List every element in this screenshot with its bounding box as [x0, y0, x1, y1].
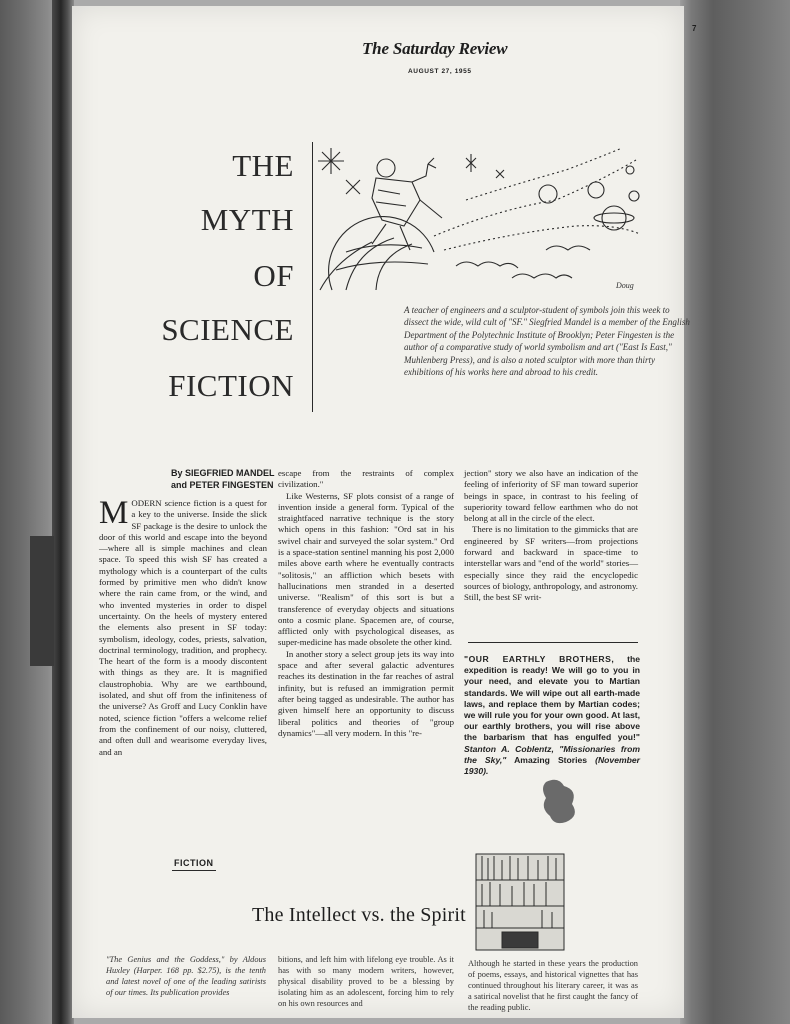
article-paragraph: In another story a select group jets its way into space and after several galactic adventures reaches its destination in the far reaches of astral infinity, but is refused an immigration permit after being tagged as undesirable. The author has given himself here an opportunity to discuss liberal politics and theories of "group dynamics"—all very modern. In this "re- [278, 648, 454, 738]
title-line-5: FICTION [168, 368, 294, 403]
intro-paragraph: A teacher of engineers and a sculptor-student of symbols join this week to dissect the wide, wild cult of "SF." Siegfried Mandel is a member of the English Department of the Polytechnic Institute of Brooklyn; Peter Fingesten is the author of a comparative study of world symbolism and art ("East Is East," Muhlenberg Press), and is also a noted sculptor with more than thirty exhibitions of his works here and abroad to his credit. [404, 305, 690, 378]
masthead: The Saturday Review [362, 39, 508, 58]
scan-right-edge [680, 0, 790, 1024]
pull-quote-date: (November 1930). [464, 754, 640, 777]
pull-quote-rule [468, 642, 638, 643]
review-column-2: bitions, and left him with lifelong eye trouble. As it has with so many modern writers, however, physical disability proved to be a blessing by isolating him as an adolescent, forcing him to rely on his own resources and [278, 955, 454, 1008]
magazine-page [72, 6, 697, 1018]
section-label-underline [172, 870, 216, 871]
title-line-1: THE [232, 148, 294, 183]
title-line-4: SCIENCE [161, 312, 294, 347]
article-paragraph: There is no limitation to the gimmicks that are engineered by SF writers—from projections forward and backward in space-time to interstellar wars and "end of the world" stories—especially since they raid the encyclopedic sources of biology, anthropology, and astronomy. Still, the best SF writ- [464, 524, 638, 603]
article-column-1-text: ODERN science fiction is a quest for a key to the universe. Inside the slick SF package is the desire to unlock the door of this world and escape into the beyond—where all is simple machines and clean space. To speed this wish SF has created a mythology which is a counterpart of the cults formed by primitive men who didn't know where the rain came from, or the wind, and who invented mysteries in order to dispel uncertainty. On the heels of mystery entered the elements also present in SF today: symbolism, ideology, codes, priests, salvation, doctrinal terminology, tradition, and prophecy. The heart of the form is a moody discontent with things as they are. It is magnified claustrophobia. Why are we earthbound, isolated, and shut off from the infiniteness of the universe? As Groff and Lucy Conklin have noted, science fiction "offers a welcome relief from the confinement of our noisy, cluttered, and often dull and wearisome everyday lives, and an [99, 498, 267, 757]
article-column-1 [99, 495, 267, 758]
byline-line-2: and PETER FINGESTEN [171, 479, 274, 490]
page-number: 7 [692, 24, 697, 33]
review-title: The Intellect vs. the Spirit [252, 904, 466, 926]
issue-date: AUGUST 27, 1955 [408, 68, 472, 75]
pull-quote [464, 654, 640, 777]
article-paragraph: jection" story we also have an indication of the feeling of inferiority of SF man toward superior beings in space, in contrast to his feeling of superiority toward fellow earthmen who do not belong at all in the circle of the elect. [464, 468, 638, 524]
article-column-3 [464, 468, 638, 604]
binding-spine [52, 0, 74, 1024]
article-paragraph: Like Westerns, SF plots consist of a range of invention inside a general form. Typical of the straightfaced narrative technique is the story which opens in this fashion: "Ord sat in his swivel chair and surveyed the solar system." Ord is a space-station sentinel manning his post 2,000 miles above earth where he eventually contracts "solitosis," an affliction which besets with hallucinations men stranded in a deserted universe. "Realism" of this sort is but a transference of everyday objects and situations onto a cosmic plane. Spacemen are, of course, afflicted only with psychological diseases, as super-medicine has made obsolete the other kind. [278, 490, 454, 648]
pull-quote-source: Amazing Stories [506, 754, 596, 765]
pull-quote-text: the expedition is ready! We will go to you in your need, and elevate you to Martian standards. We will wipe out all earth-made laws, and replace them by Martian codes; we will rule you for your own good. At last, our earthly brothers, you will rise above the barbarism that has engulfed you!" [464, 654, 641, 743]
binding-tab [30, 536, 54, 666]
review-column-1 [106, 954, 266, 998]
byline-line-1: By SIEGFRIED MANDEL [171, 468, 275, 478]
rocket-space-illustration [316, 140, 644, 292]
pull-quote-attribution: Stanton A. Coblentz, "Missionaries from the Sky," [464, 743, 640, 765]
title-line-2: MYTH [200, 202, 294, 237]
section-label: FICTION [174, 858, 214, 868]
illustrator-signature: Doug [616, 281, 634, 290]
article-column-2 [278, 468, 454, 739]
review-column-3: Although he started in these years the production of poems, essays, and historical vignettes that has continued throughout his literary career, it was as a satirical novelist that he first caught the fancy of the reading public. [468, 959, 638, 1012]
byline [171, 468, 275, 491]
review-column-1-text: "The Genius and the Goddess," by Aldous Huxley (Harper. 168 pp. $2.75), is the tenth and latest novel of one of the leading satirists of our times. Its publication provides [106, 955, 266, 997]
bookshelf-illustration [472, 850, 568, 954]
drop-cap: M [99, 495, 129, 531]
title-divider [312, 142, 313, 412]
title-line-3: OF [253, 258, 294, 293]
pull-quote-lead: "OUR EARTHLY BROTHERS, [464, 654, 615, 664]
ink-stain [538, 776, 584, 826]
article-paragraph: escape from the restraints of complex civilization." [278, 468, 454, 490]
